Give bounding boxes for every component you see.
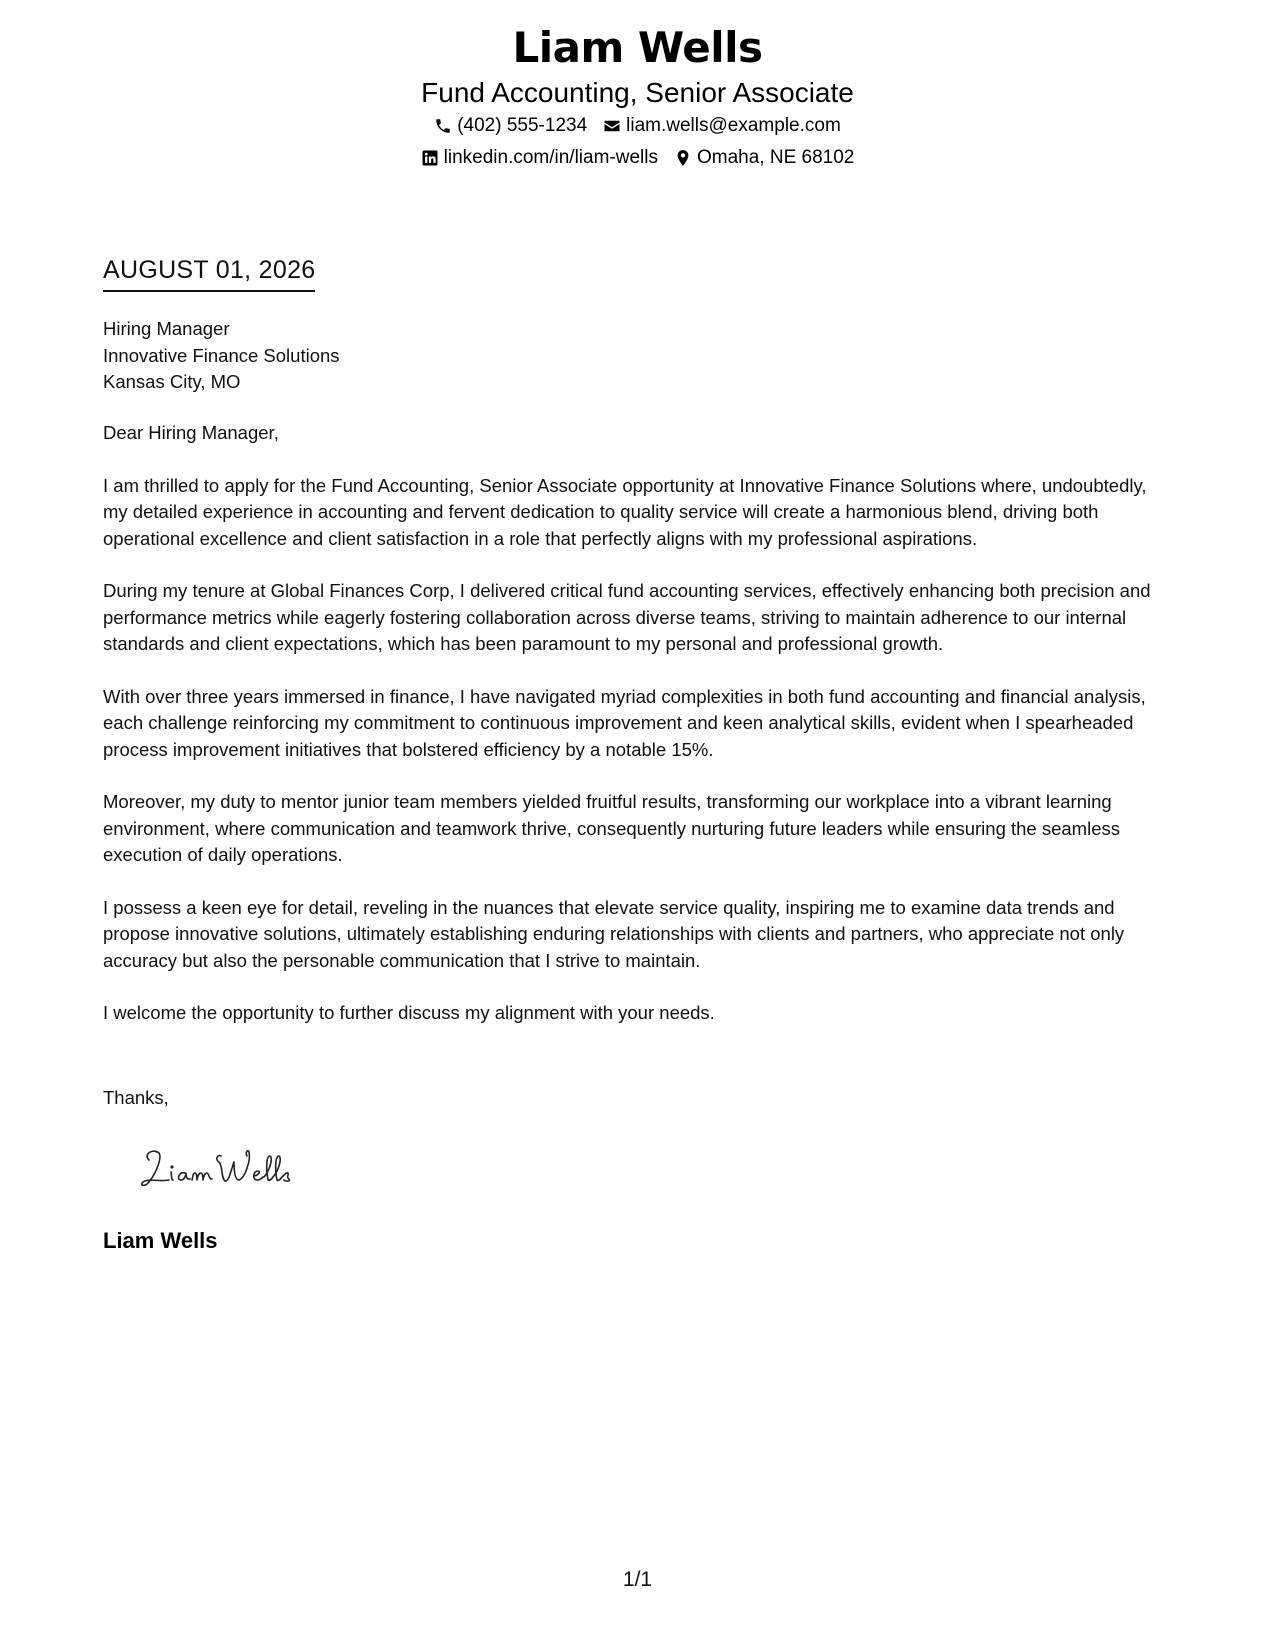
signer-name: Liam Wells [103, 1228, 218, 1253]
body-paragraph: I welcome the opportunity to further discuss my alignment with your needs. [103, 1002, 715, 1023]
phone-icon [434, 117, 452, 135]
letter-date: AUGUST 01, 2026 [103, 254, 315, 292]
location-text: Omaha, NE 68102 [696, 147, 855, 168]
applicant-title: Fund Accounting, Senior Associate [421, 77, 854, 108]
closing: Thanks, [103, 1087, 169, 1108]
contact-phone [434, 110, 587, 142]
contact-linkedin [421, 142, 658, 174]
letter-body [103, 420, 1173, 1053]
envelope-icon [603, 117, 621, 135]
handwritten-signature [135, 1140, 325, 1196]
body-paragraph: During my tenure at Global Finances Corp, I delivered critical fund accounting services, effectively enhancing both precision and performance metrics while eagerly fostering collaboration across diverse teams, striving to maintain adherence to our internal standards and client expectations, which has been paramount to my personal and professional growth. [103, 580, 1151, 654]
map-pin-icon [674, 149, 692, 167]
contact-email [603, 110, 841, 142]
page-indicator: 1/1 [622, 1568, 653, 1591]
body-paragraph: I am thrilled to apply for the Fund Accounting, Senior Associate opportunity at Innovative Finance Solutions where, undoubtedly, my detailed experience in accounting and fervent dedication to quality service will create a harmonious blend, driving both operational excellence and client satisfaction in a role that perfectly aligns with my professional aspirations. [103, 474, 1147, 549]
linkedin-text: linkedin.com/in/liam-wells [443, 147, 658, 168]
applicant-name: Liam Wells [512, 23, 763, 72]
contact-row-2 [0, 142, 1275, 174]
salutation: Dear Hiring Manager, [103, 422, 279, 443]
recipient-line: Hiring Manager [103, 318, 230, 339]
phone-text: (402) 555-1234 [457, 115, 588, 136]
contact-row-1 [0, 110, 1275, 142]
body-paragraph: With over three years immersed in finance, I have navigated myriad complexities in both fund accounting and financial analysis, each challenge reinforcing my commitment to continuous improvement and keen analytical skills, evident when I spearheaded process improvement initiatives that bolstered efficiency by a notable 15%. [103, 685, 1146, 760]
email-text: liam.wells@example.com [626, 115, 841, 136]
contact-location [674, 142, 854, 174]
body-paragraph: I possess a keen eye for detail, reveling in the nuances that elevate service quality, inspiring me to examine data trends and propose innovative solutions, ultimately establishing enduring relationships with clients and partners, who appreciate not only accuracy but also the personable communication that I strive to maintain. [103, 896, 1125, 971]
linkedin-icon [421, 149, 439, 167]
recipient-line: Kansas City, MO [103, 371, 241, 392]
body-paragraph: Moreover, my duty to mentor junior team members yielded fruitful results, transforming our workplace into a vibrant learning environment, where communication and teamwork thrive, consequently nurturing future leaders while ensuring the seamless execution of daily operations. [103, 791, 1120, 865]
recipient-line: Innovative Finance Solutions [103, 344, 340, 366]
letter-header [0, 20, 1275, 174]
recipient-block [103, 316, 340, 396]
